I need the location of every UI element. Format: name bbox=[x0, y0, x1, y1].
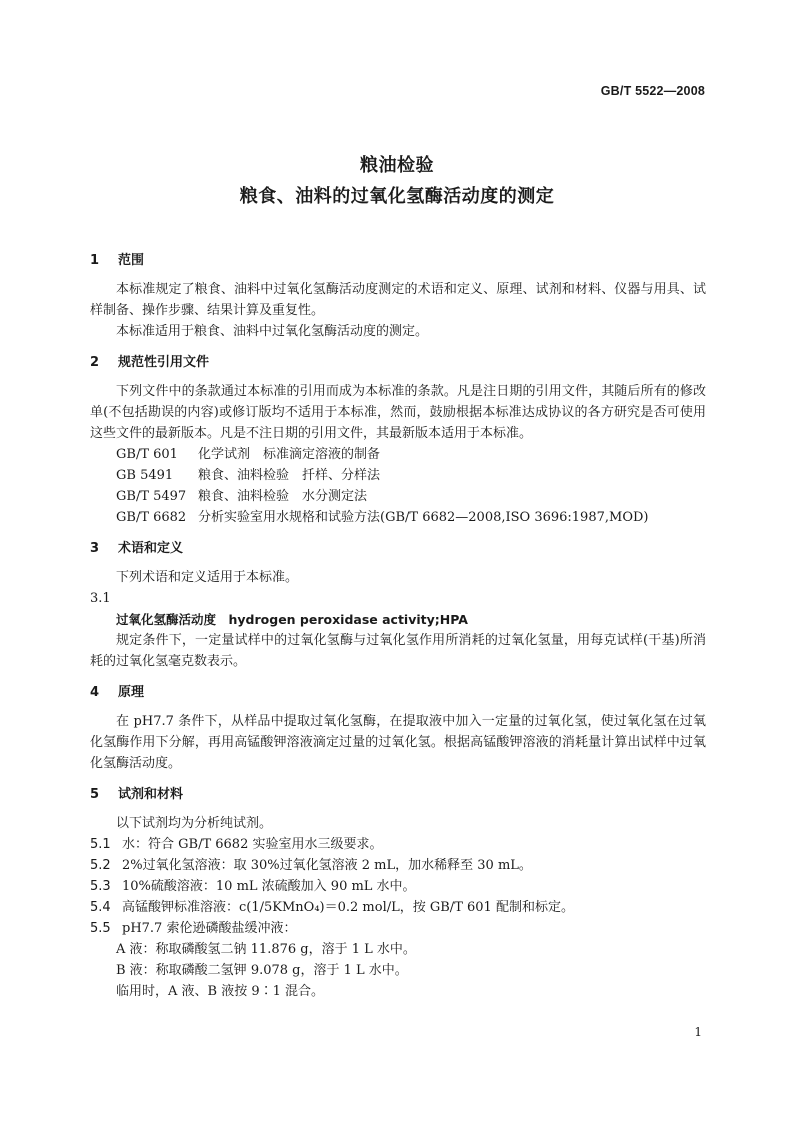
buffer-sub-item: 临用时，A 液、B 液按 9∶1 混合。 bbox=[116, 984, 325, 999]
paragraph: 在 pH7.7 条件下，从样品中提取过氧化氢酶，在提取液中加入一定量的过氧化氢，使过氧化氢在过氧化氢酶作用下分解，再用高锰酸钾溶液滴定过量的过氧化氢。根据高锰酸钾溶液的消耗量计算出试样中过氧化氢酶活动度。 bbox=[90, 714, 706, 771]
reference-item: GB/T 5497 粮食、油料检验 水分测定法 bbox=[116, 489, 368, 504]
term-definition: 规定条件下，一定量试样中的过氧化氢酶与过氧化氢作用所消耗的过氧化氢量，用每克试样(干基)所消耗的过氧化氢毫克数表示。 bbox=[90, 633, 706, 669]
term-entry: 过氧化氢酶活动度 hydrogen peroxidase activity;HPA bbox=[116, 612, 468, 627]
paragraph: 以下试剂均为分析纯试剂。 bbox=[116, 816, 273, 831]
page-number: 1 bbox=[694, 1025, 702, 1039]
reagent-item: 5.5 pH7.7 索伦逊磷酸盐缓冲液： bbox=[90, 921, 297, 936]
section-heading-scope: 1 范围 bbox=[90, 253, 145, 268]
section-heading-reagents: 5 试剂和材料 bbox=[90, 787, 184, 802]
title-line-1: 粮油检验 bbox=[360, 155, 434, 176]
reference-item: GB 5491 粮食、油料检验 扦样、分样法 bbox=[116, 468, 381, 483]
paragraph: 本标准规定了粮食、油料中过氧化氢酶活动度测定的术语和定义、原理、试剂和材料、仪器与用具、试样制备、操作步骤、结果计算及重复性。 bbox=[90, 282, 706, 318]
section-heading-terms-definitions: 3 术语和定义 bbox=[90, 541, 184, 556]
section-heading-normative-references: 2 规范性引用文件 bbox=[90, 355, 210, 370]
paragraph: 本标准适用于粮食、油料中过氧化氢酶活动度的测定。 bbox=[116, 324, 429, 339]
reference-item: GB/T 601 化学试剂 标准滴定溶液的制备 bbox=[116, 447, 381, 462]
buffer-sub-item: B 液：称取磷酸二氢钾 9.078 g，溶于 1 L 水中。 bbox=[116, 963, 408, 978]
reagent-item: 5.4 高锰酸钾标准溶液：c(1/5KMnO₄)＝0.2 mol/L，按 GB/T 601 配制和标定。 bbox=[90, 900, 574, 915]
title-line-2: 粮食、油料的过氧化氢酶活动度的测定 bbox=[239, 186, 555, 207]
clause-number: 3.1 bbox=[90, 591, 111, 606]
reference-item: GB/T 6682 分析实验室用水规格和试验方法(GB/T 6682—2008,ISO 3696:1987,MOD) bbox=[116, 510, 649, 525]
paragraph: 下列术语和定义适用于本标准。 bbox=[116, 570, 299, 585]
paragraph: 下列文件中的条款通过本标准的引用而成为本标准的条款。凡是注日期的引用文件，其随后所有的修改单(不包括勘误的内容)或修订版均不适用于本标准，然而，鼓励根据本标准达成协议的各方研究是否可使用这些文件的最新版本。凡是不注日期的引用文件，其最新版本适用于本标准。 bbox=[90, 384, 706, 441]
document-body bbox=[90, 250, 706, 1002]
section-heading-principle: 4 原理 bbox=[90, 685, 145, 700]
standard-code: GB/T 5522—2008 bbox=[600, 84, 705, 98]
reagent-item: 5.2 2%过氧化氢溶液：取 30%过氧化氢溶液 2 mL，加水稀释至 30 mL。 bbox=[90, 858, 532, 873]
reagent-item: 5.1 水：符合 GB/T 6682 实验室用水三级要求。 bbox=[90, 837, 383, 852]
reagent-item: 5.3 10%硫酸溶液：10 mL 浓硫酸加入 90 mL 水中。 bbox=[90, 879, 416, 894]
buffer-sub-item: A 液：称取磷酸氢二钠 11.876 g，溶于 1 L 水中。 bbox=[116, 942, 416, 957]
